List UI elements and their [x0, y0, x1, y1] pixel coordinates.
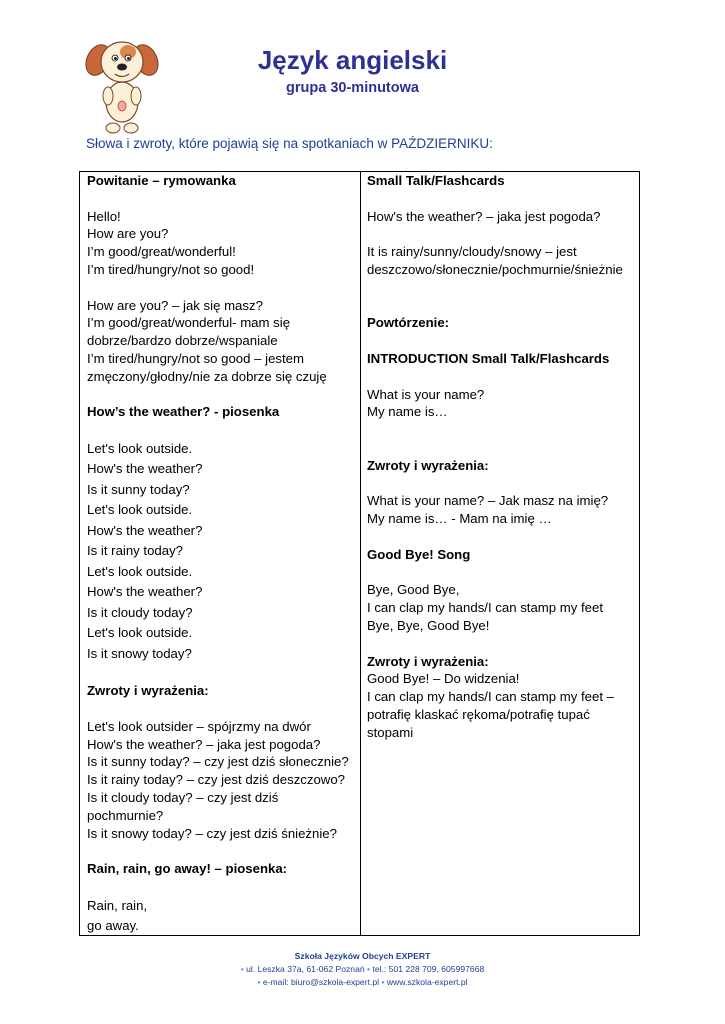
song-line: How's the weather? — [87, 584, 203, 600]
text-line: I’m good/great/wonderful! — [87, 244, 236, 260]
text-line: Is it sunny today? – czy jest dziś słonecznie? — [87, 754, 349, 770]
text-line: What is your name? — [367, 386, 485, 402]
text-line: My name is… - Mam na imię … — [367, 511, 552, 527]
text-line: Bye, Good Bye, — [367, 582, 460, 598]
song-line: Is it sunny today? — [87, 481, 190, 497]
section-heading: How’s the weather? - piosenka — [87, 404, 280, 420]
section-heading: Zwroty i wyrażenia: — [367, 457, 489, 473]
footer-web-line — [0, 977, 725, 987]
page-subtitle: grupa 30-minutowa — [286, 80, 419, 96]
text-line: How's the weather? – jaka jest pogoda? — [87, 736, 321, 752]
text-line: Hello! — [87, 208, 121, 224]
song-line: Let's look outside. — [87, 440, 193, 456]
text-line: It is rainy/sunny/cloudy/snowy – jest deszczowo/słonecznie/pochmurnie/śnieżnie — [367, 244, 623, 277]
left-column — [87, 172, 355, 937]
text-line: Is it rainy today? – czy jest dziś deszczowo? — [87, 772, 345, 788]
section-heading: Powtórzenie: — [367, 315, 450, 331]
section-heading: INTRODUCTION Small Talk/Flashcards — [367, 350, 610, 366]
text-line: Is it snowy today? – czy jest dziś śnieżnie? — [87, 825, 337, 841]
section-heading: Powitanie – rymowanka — [87, 173, 236, 188]
website-link[interactable]: www.szkola-expert.pl — [386, 977, 468, 987]
text-line: Let's look outsider – spójrzmy na dwór — [87, 718, 311, 734]
song-line: go away. — [87, 918, 139, 934]
school-name: Szkoła Języków Obcych EXPERT — [294, 951, 431, 961]
song-line: How's the weather? — [87, 522, 203, 538]
intro-text: Słowa i zwroty, które pojawią się na spotkaniach w PAŹDZIERNIKU: — [86, 136, 493, 151]
right-column — [367, 172, 635, 742]
song-line: Rain, rain, — [87, 897, 148, 913]
text-line: I’m tired/hungry/not so good! — [87, 261, 255, 277]
song-line: How's the weather? — [87, 461, 203, 477]
text-line: Good Bye! – Do widzenia! — [367, 671, 520, 687]
song-line: Let's look outside. — [87, 502, 193, 518]
section-heading: Zwroty i wyrażenia: — [87, 683, 209, 699]
section-heading: Zwroty i wyrażenia: — [367, 653, 489, 669]
text-line: I’m tired/hungry/not so good – jestem zmęczony/głodny/nie za dobrze się czuję — [87, 350, 327, 384]
song-line: Is it rainy today? — [87, 543, 184, 559]
text-line: I’m good/great/wonderful- mam się dobrze/bardzo dobrze/wspaniale — [87, 315, 291, 349]
section-heading: Good Bye! Song — [367, 546, 471, 562]
text-line: I can clap my hands/I can stamp my feet — [367, 600, 604, 616]
text-line: How are you? — [87, 226, 169, 242]
page-title: Język angielski — [257, 45, 448, 75]
phone: tel.: 501 228 709, 605997668 — [372, 964, 485, 974]
section-heading: Small Talk/Flashcards — [367, 173, 505, 188]
song-line: Let's look outside. — [87, 563, 193, 579]
text-line: Is it cloudy today? – czy jest dziś pochmurnie? — [87, 790, 279, 823]
text-line: How are you? – jak się masz? — [87, 297, 263, 313]
song-line: Is it cloudy today? — [87, 604, 193, 620]
song-line: Is it snowy today? — [87, 645, 192, 661]
text-line: My name is… — [367, 404, 448, 420]
address: ul. Leszka 37a, 61-062 Poznań — [246, 964, 365, 974]
email-link[interactable]: e-mail: biuro@szkola-expert.pl — [262, 977, 380, 987]
text-line: Bye, Bye, Good Bye! — [367, 617, 490, 633]
text-line: How's the weather? – jaka jest pogoda? — [367, 208, 601, 224]
song-line: Let's look outside. — [87, 625, 193, 641]
bullet-icon: • — [240, 964, 244, 974]
section-heading: Rain, rain, go away! – piosenka: — [87, 861, 288, 877]
text-line: What is your name? – Jak masz na imię? — [367, 493, 609, 509]
footer-school-name — [0, 951, 725, 961]
table-column-divider — [360, 171, 361, 936]
bullet-icon: • — [257, 977, 261, 987]
text-line: I can clap my hands/I can stamp my feet – potrafię klaskać rękoma/potrafię tupać stopami — [367, 689, 615, 740]
footer-contact-line — [0, 964, 725, 974]
bullet-icon: • — [381, 977, 385, 987]
bullet-icon: • — [367, 964, 371, 974]
dog-mascot-illustration — [82, 30, 162, 138]
